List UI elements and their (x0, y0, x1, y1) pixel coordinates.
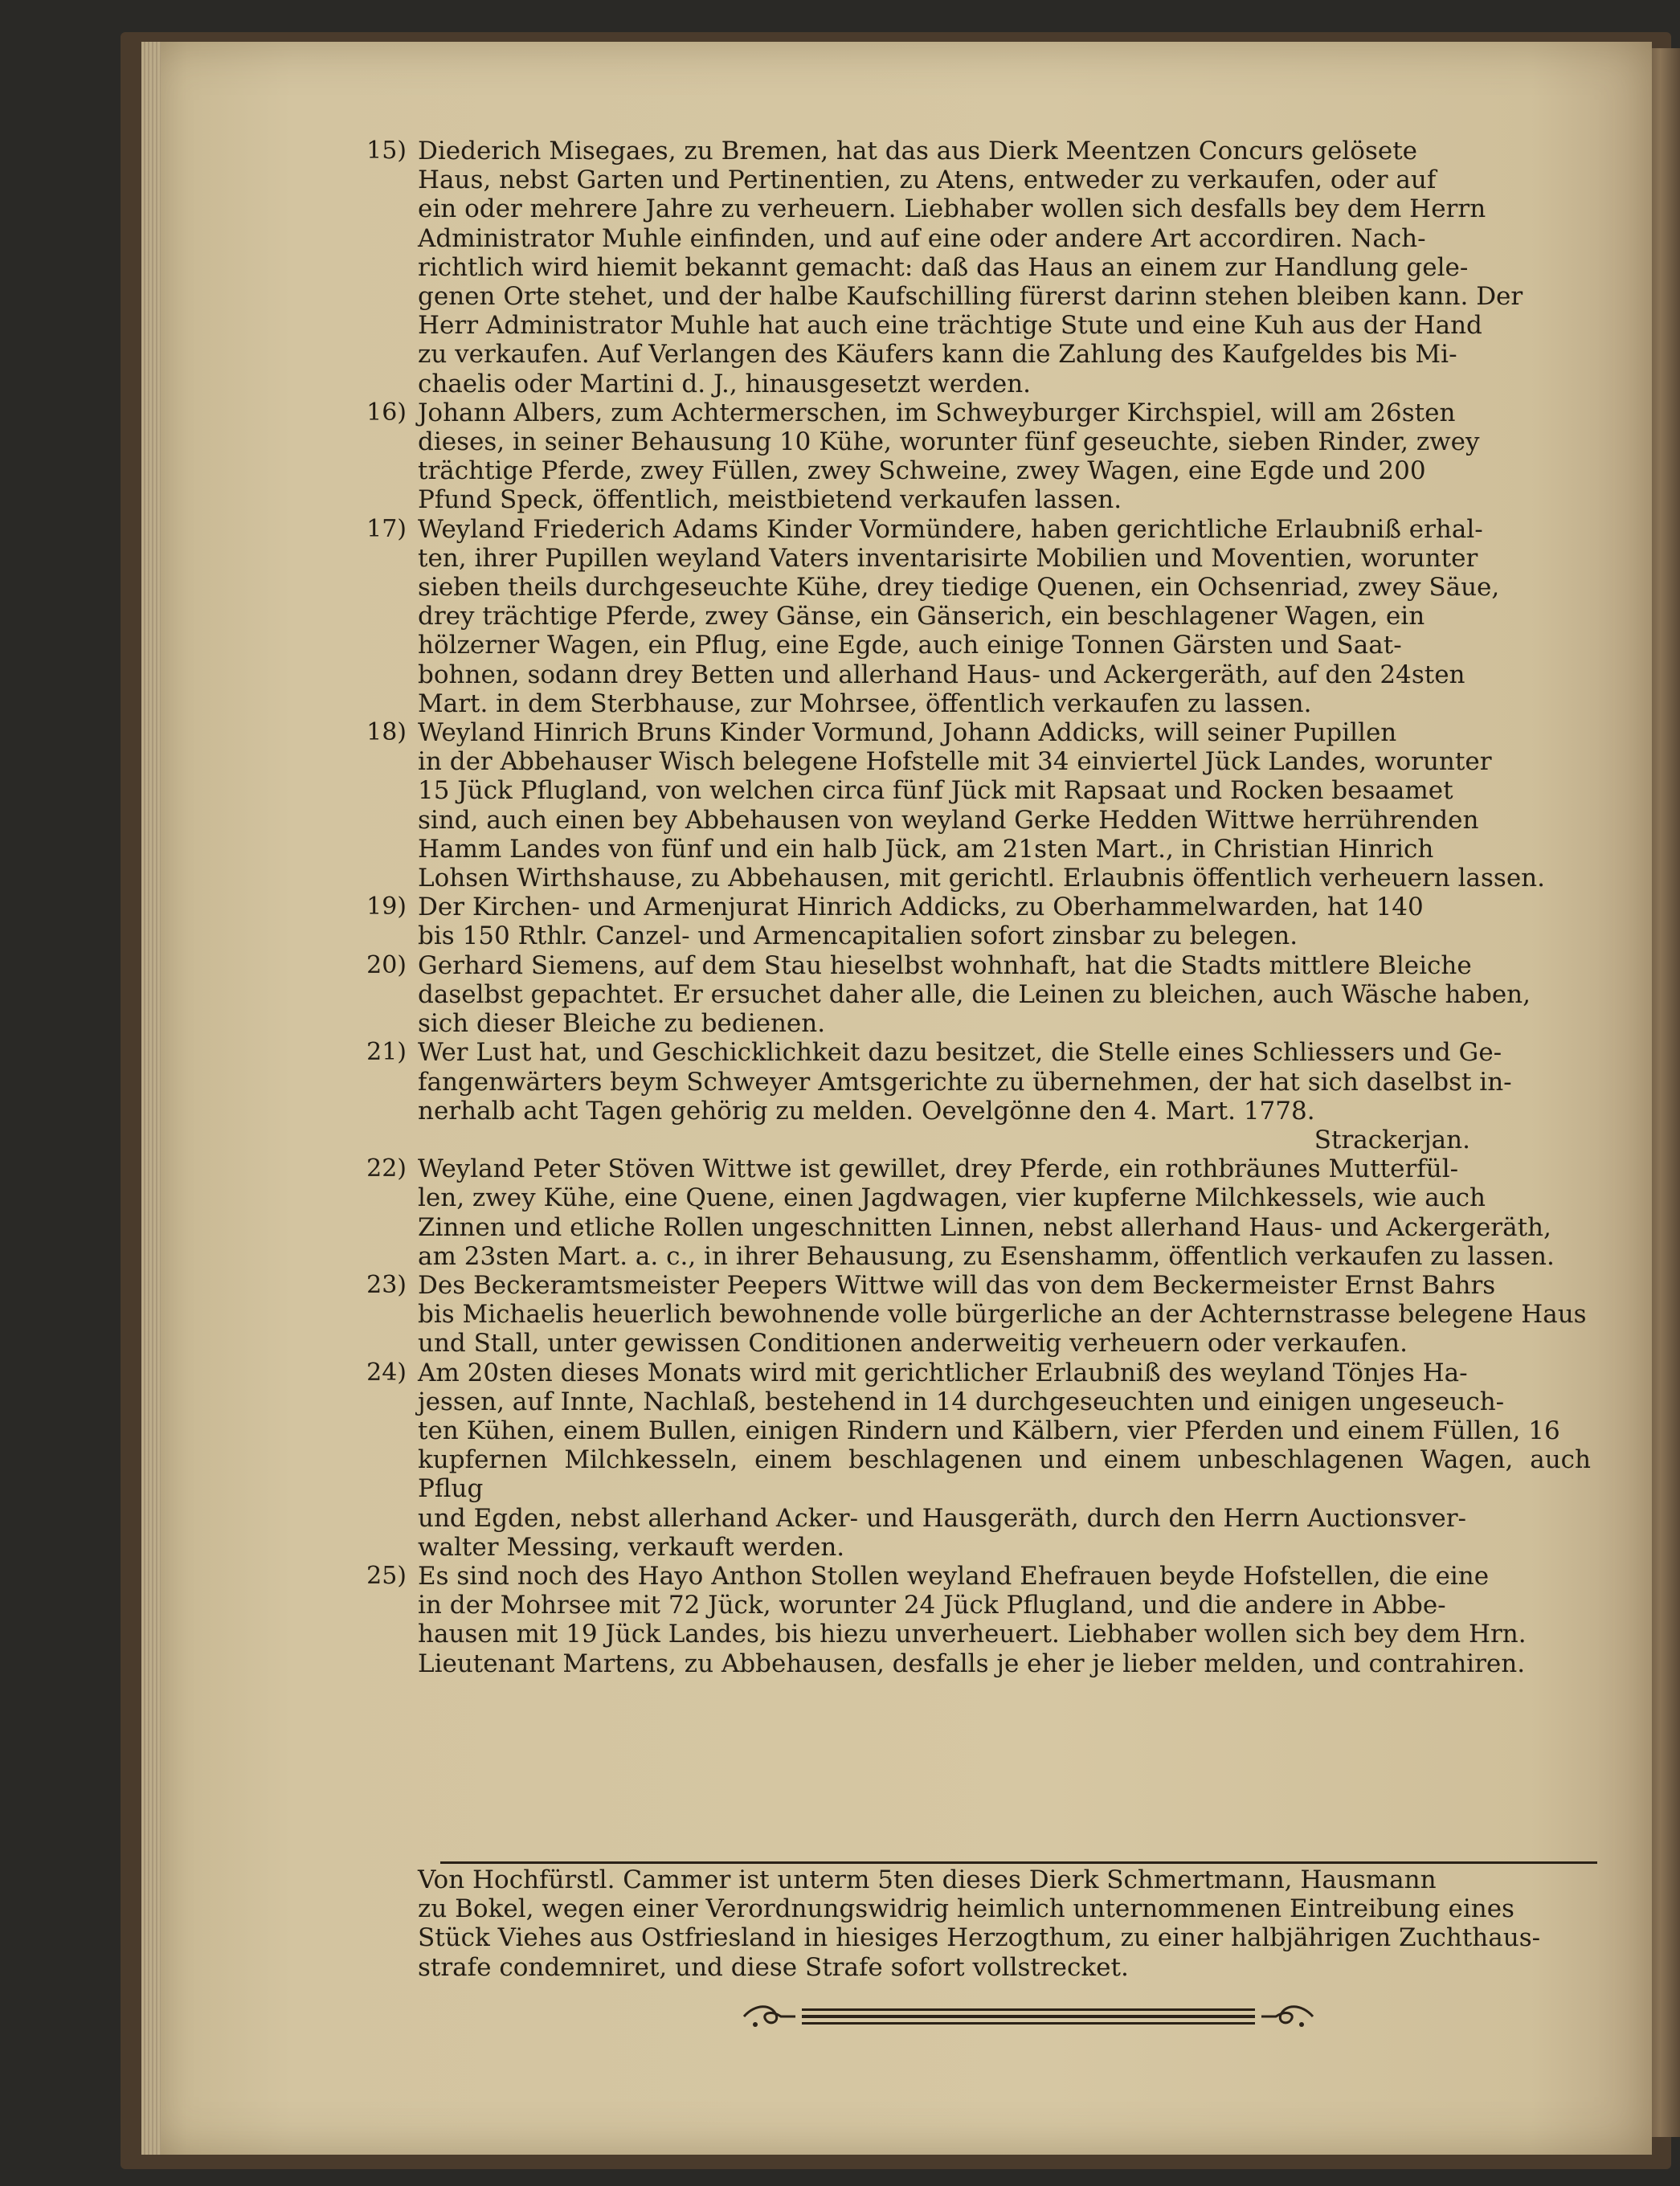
entry-number: 17) (366, 514, 407, 543)
entry-number: 20) (366, 950, 407, 979)
entry-text: Johann Albers, zum Achtermerschen, im Schweyburger Kirchspiel, will am 26sten dieses, in seiner Behausung 10 Kühe, worunter fünf geseuchte, sieben Rinder, zwey trächtige Pferde, zwey Füllen, zwey Schweine, zwey Wagen, eine Egde und 200 Pfund Speck, öffentlich, meistbietend verkaufen lassen. (418, 398, 1480, 515)
entry-text: Weyland Hinrich Bruns Kinder Vormund, Johann Addicks, will seiner Pupillen in der Abbehauser Wisch belegene Hofstelle mit 34 einviertel Jück Landes, worunter 15 Jück Pflugland, von welchen circa fünf Jück mit Rapsaat und Rocken besaamet sind, auch einen bey Abbehausen von weyland Gerke Hedden Wittwe herrührenden Hamm Landes von fünf und ein halb Jück, am 21sten Mart., in Christian Hinrich Lohsen Wirthshause, zu Abbehausen, mit gerichtl. Erlaubnis öffentlich verheuern lassen. (418, 718, 1545, 893)
entry-number: 25) (366, 1561, 407, 1590)
entry-number: 16) (366, 398, 407, 427)
entry-number: 23) (366, 1270, 407, 1299)
entry-number: 21) (366, 1038, 407, 1067)
entry-15 (366, 137, 1591, 398)
entry-text: Es sind noch des Hayo Anthon Stollen weyland Ehefrauen beyde Hofstellen, die eine in der Mohrsee mit 72 Jück, worunter 24 Jück Pflugland, und die andere in Abbe- hausen mit 19 Jück Landes, bis hiezu unverheuert. Liebhaber wollen sich bey dem Hrn. Lieutenant Martens, zu Abbehausen, desfalls je eher je lieber melden, und contrahiren. (418, 1561, 1527, 1678)
entry-number: 18) (366, 718, 407, 747)
entry-23 (366, 1270, 1591, 1359)
cammer-notice: Von Hochfürstl. Cammer ist unterm 5ten dieses Dierk Schmertmann, Hausmann zu Bokel, wegen einer Verordnungswidrig heimlich unternommenen Eintreibung eines Stück Viehes aus Ostfriesland in hiesiges Herzogthum, zu einer halbjährigen Zuchthaus- strafe condemniret, und diese Strafe sofort vollstrecket. (418, 1865, 1541, 1982)
entry-text: Weyland Peter Stöven Wittwe ist gewillet, drey Pferde, ein rothbräunes Mutterfül- len, zwey Kühe, eine Quene, einen Jagdwagen, vier kupferne Milchkessels, wie auch Zinnen und etliche Rollen ungeschnitten Linnen, nebst allerhand Haus- und Ackergeräth, am 23sten Mart. a. c., in ihrer Behausung, zu Esenshamm, öffentlich verkaufen zu lassen. (418, 1154, 1555, 1271)
section-divider-rule (440, 1861, 1597, 1864)
entry-text: Des Beckeramtsmeister Peepers Wittwe will das von dem Beckermeister Ernst Bahrs bis Michaelis heuerlich bewohnende volle bürgerliche an der Achternstrasse belegene Haus und Stall, unter gewissen Conditionen anderweitig verheuern oder verkaufen. (418, 1270, 1587, 1359)
entry-text: Weyland Friederich Adams Kinder Vormündere, haben gerichtliche Erlaubniß erhal- ten, ihrer Pupillen weyland Vaters inventarisirte Mobilien und Moventien, worunter sieben theils durchgeseuchte Kühe, drey tiedige Quenen, ein Ochsenriad, zwey Säue, drey trächtige Pferde, zwey Gänse, ein Gänserich, ein beschlagener Wagen, ein hölzerner Wagen, ein Pflug, eine Egde, auch einige Tonnen Gärsten und Saat- bohnen, sodann drey Betten und allerhand Haus- und Ackergeräth, auf den 24sten Mart. in dem Sterbhause, zur Mohrsee, öffentlich verkaufen zu lassen. (418, 514, 1500, 718)
signature: Strackerjan. (1314, 1125, 1470, 1154)
announcements-column (366, 137, 1591, 1678)
entry-text: Am 20sten dieses Monats wird mit gerichtlicher Erlaubniß des weyland Tönjes Ha- jessen, auf Innte, Nachlaß, bestehend in 14 durchgeseuchten und einigen ungeseuch- ten Kühen, einem Bullen, einigen Rindern und Kälbern, vier Pferden und einem Füllen, 16 kupfernen Milchkesseln, einem beschlagenen und einem unbeschlagenen Wagen, auch Pflug und Egden, nebst allerhand Acker- und Hausgeräth, durch den Herrn Auctionsver- walter Messing, verkauft werden. (418, 1358, 1591, 1562)
entry-number: 24) (366, 1358, 407, 1387)
entry-number: 15) (366, 137, 407, 165)
entry-text: Der Kirchen- und Armenjurat Hinrich Addicks, zu Oberhammelwarden, hat 140 bis 150 Rthlr. Canzel- und Armencapitalien sofort zinsbar zu belegen. (418, 893, 1424, 951)
entry-text: Diederich Misegaes, zu Bremen, hat das aus Dierk Meentzen Concurs gelösete Haus, nebst Garten und Pertinentien, zu Atens, entweder zu verkaufen, oder auf ein oder mehrere Jahre zu verheuern. Liebhaber wollen sich desfalls bey dem Herrn Administrator Muhle einfinden, und auf eine oder andere Art accordiren. Nach- richtlich wird hiemit bekannt gemacht: daß das Haus an einem zur Handlung gele- genen Orte stehet, und der halbe Kaufschilling fürerst darinn stehen bleiben kann. Der Herr Administrator Muhle hat auch eine trächtige Stute und eine Kuh aus der Hand zu verkaufen. Auf Verlangen des Käufers kann die Zahlung des Kaufgeldes bis Mi- chaelis oder Martini d. J., hinausgesetzt werden. (418, 137, 1523, 398)
entry-number: 19) (366, 893, 407, 921)
entry-24 (366, 1358, 1591, 1562)
ornament-divider-icon (739, 2000, 1318, 2033)
page-stack-edge (141, 42, 161, 2155)
entry-text: Gerhard Siemens, auf dem Stau hieselbst wohnhaft, hat die Stadts mittlere Bleiche daselbst gepachtet. Er ersuchet daher alle, die Leinen zu bleichen, auch Wäsche haben, sich dieser Bleiche zu bedienen. (418, 950, 1531, 1039)
next-page-edge (1647, 48, 1680, 2137)
entry-18 (366, 718, 1591, 893)
entry-21 (366, 1038, 1591, 1154)
entry-20 (366, 950, 1591, 1039)
entry-number: 22) (366, 1154, 407, 1183)
entry-22 (366, 1154, 1591, 1271)
entry-25 (366, 1561, 1591, 1678)
entry-text: Wer Lust hat, und Geschicklichkeit dazu besitzet, die Stelle eines Schliessers und Ge- fangenwärters beym Schweyer Amtsgerichte zu übernehmen, der hat sich daselbst in- nerhalb acht Tagen gehörig zu melden. Oevelgönne den 4. Mart. 1778. (418, 1038, 1512, 1126)
entry-17 (366, 514, 1591, 718)
entry-16 (366, 398, 1591, 515)
entry-19 (366, 893, 1591, 951)
